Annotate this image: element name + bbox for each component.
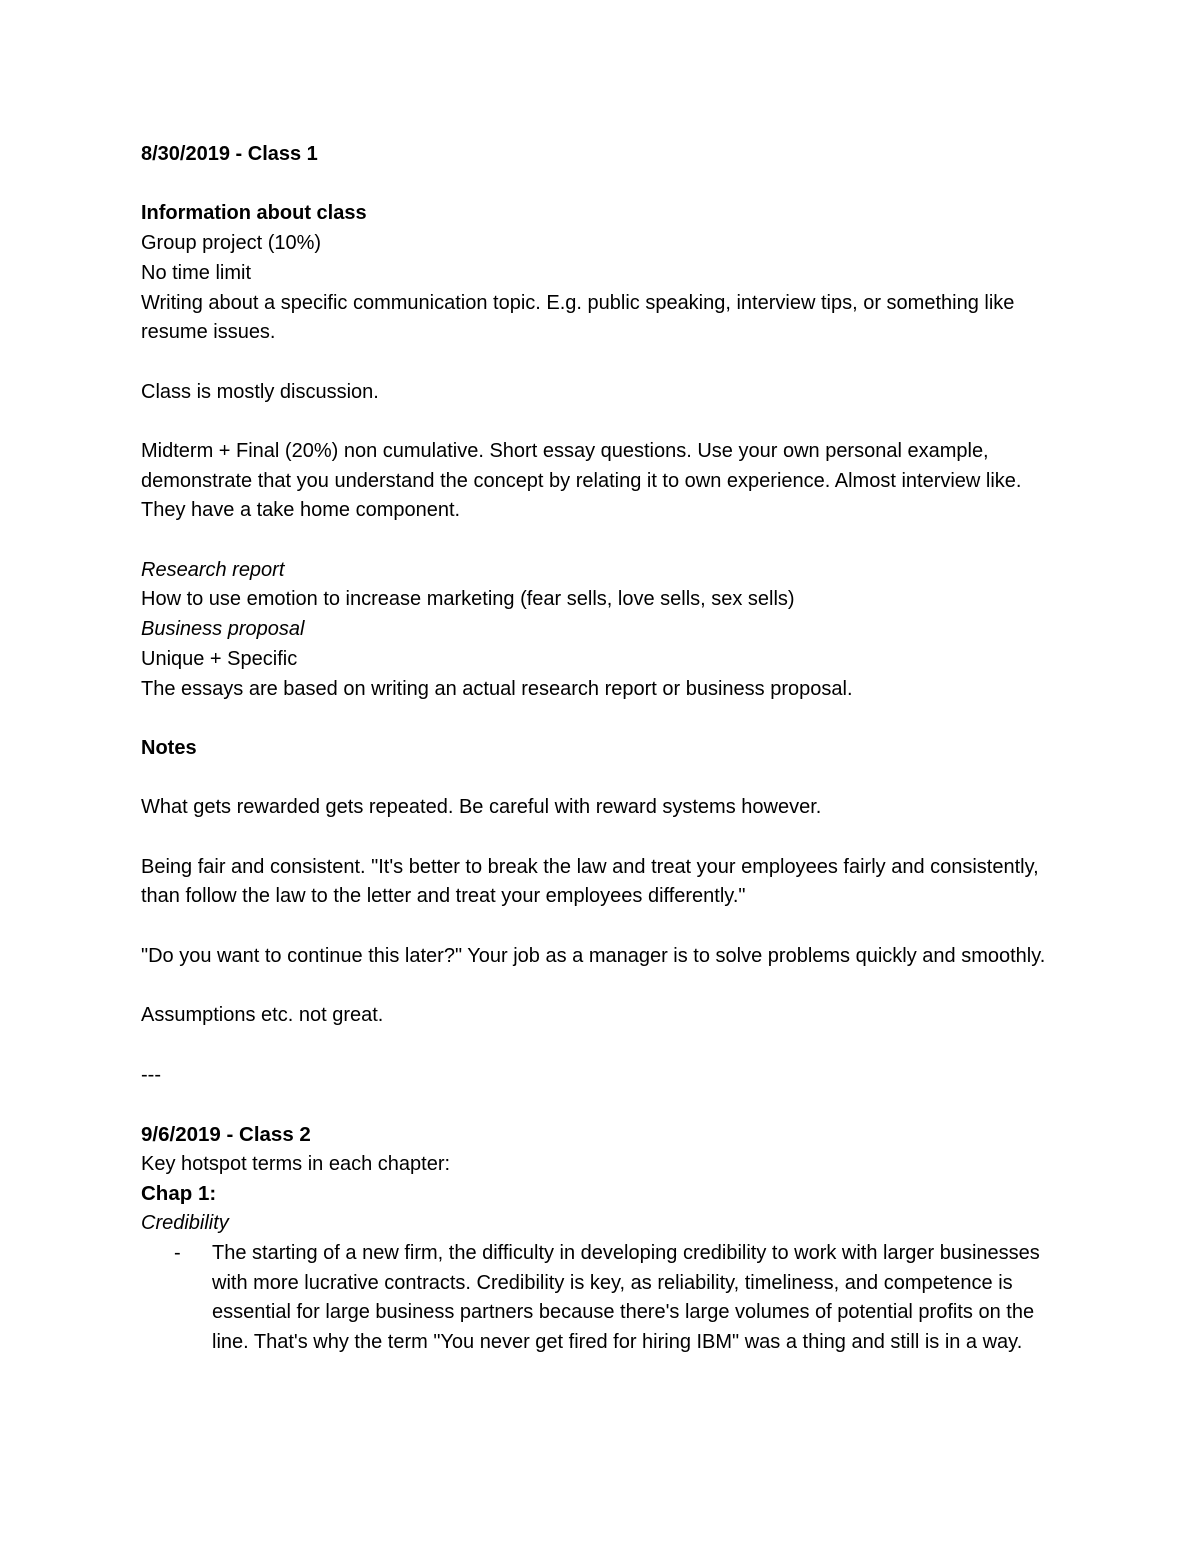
note-fair-consistent: Being fair and consistent. "It's better to break the law and treat your employees fairly and consistently, than follow the law to the letter and treat your employees differently." <box>141 855 1039 908</box>
section-separator: --- <box>141 1063 161 1086</box>
essays-text: The essays are based on writing an actual research report or business proposal. <box>141 677 853 700</box>
spacer <box>141 704 1061 734</box>
term-credibility: Credibility <box>141 1212 229 1235</box>
list-item <box>141 1239 1061 1358</box>
info-heading: Information about class <box>141 202 367 225</box>
chapter-heading: Chap 1: <box>141 1182 217 1206</box>
business-proposal-label: Business proposal <box>141 618 305 641</box>
spacer <box>141 972 1061 1002</box>
research-report-text: How to use emotion to increase marketing (fear sells, love sells, sex sells) <box>141 588 795 611</box>
spacer <box>141 1031 1061 1061</box>
spacer <box>141 823 1061 853</box>
spacer <box>141 348 1061 378</box>
bullet-marker: - <box>174 1241 181 1264</box>
spacer <box>141 407 1061 437</box>
info-line-topic: Writing about a specific communication topic. E.g. public speaking, interview tips, or something like resume issues. <box>141 291 1015 344</box>
bullet-text: The starting of a new firm, the difficulty in developing credibility to work with larger businesses with more lucrative contracts. Credibility is key, as reliability, timeliness, and competence is essential for large business partners because there's large volumes of potential profits on the line. That's why the term "You never get fired for hiring IBM" was a thing and still is in a way. <box>212 1241 1040 1353</box>
discussion-line: Class is mostly discussion. <box>141 380 379 403</box>
note-assumptions: Assumptions etc. not great. <box>141 1004 384 1027</box>
info-line-group-project: Group project (10%) <box>141 232 322 255</box>
notes-heading: Notes <box>141 736 197 759</box>
spacer <box>141 912 1061 942</box>
info-line-time-limit: No time limit <box>141 261 252 284</box>
spacer <box>141 526 1061 556</box>
note-reward: What gets rewarded gets repeated. Be careful with reward systems however. <box>141 796 822 819</box>
note-continue-later: "Do you want to continue this later?" Your job as a manager is to solve problems quickly and smoothly. <box>141 944 1046 967</box>
spacer <box>141 764 1061 794</box>
document-page <box>141 140 1061 1358</box>
class2-intro: Key hotspot terms in each chapter: <box>141 1152 451 1175</box>
class2-date-title: 9/6/2019 - Class 2 <box>141 1123 311 1147</box>
spacer <box>141 1090 1061 1120</box>
credibility-bullet-list <box>141 1239 1061 1358</box>
class1-date-title: 8/30/2019 - Class 1 <box>141 143 318 165</box>
spacer <box>141 170 1061 200</box>
midterm-paragraph: Midterm + Final (20%) non cumulative. Short essay questions. Use your own personal example, demonstrate that you understand the concept by relating it to own experience. Almost interview like. They have a take home component. <box>141 439 1022 522</box>
research-report-label: Research report <box>141 558 285 581</box>
business-proposal-text: Unique + Specific <box>141 647 298 670</box>
